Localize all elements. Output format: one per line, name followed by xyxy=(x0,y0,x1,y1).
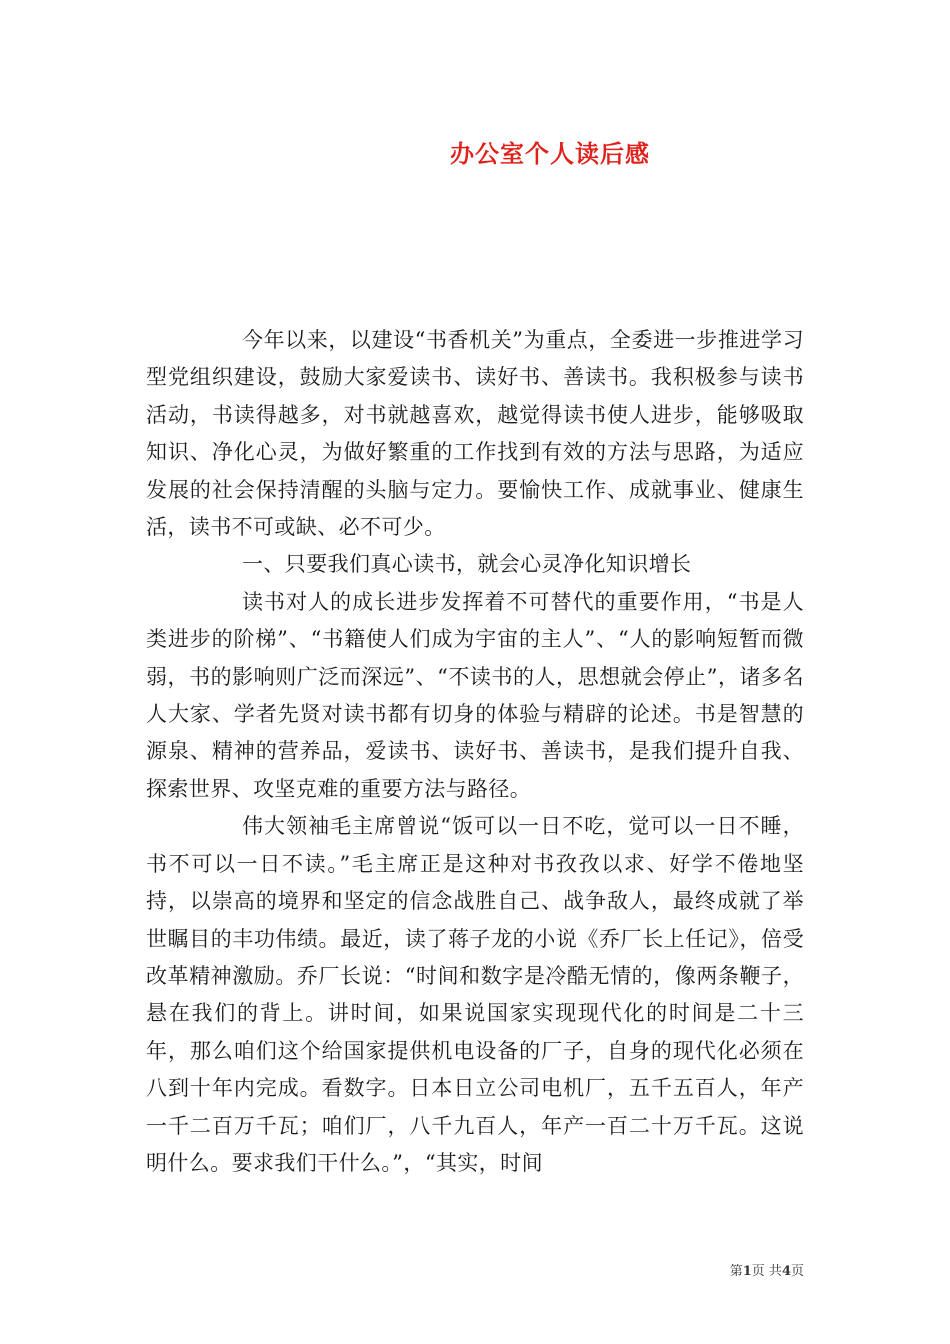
paragraph-reading-importance: 读书对人的成长进步发挥着不可替代的重要作用，“书是人类进步的阶梯”、“书籍使人们成为宇宙的主人”、“人的影响短暂而微弱，书的影响则广泛而深远”、“不读书的人，思想就会停止”，诸多名人大家、学者先贤对读书都有切身的体验与精辟的论述。书是智慧的源泉、精神的营养品，爱读书、读好书、善读书，是我们提升自我、探索世界、攻坚克难的重要方法与路径。 xyxy=(146,589,804,801)
document-body xyxy=(146,322,804,1182)
page-footer xyxy=(730,1260,804,1279)
footer-page-number: 1 xyxy=(742,1264,752,1279)
footer-prefix: 第 xyxy=(729,1264,743,1279)
paragraph-intro: 今年以来，以建设“书香机关”为重点，全委进一步推进学习型党组织建设，鼓励大家爱读书、读好书、善读书。我积极参与读书活动，书读得越多，对书就越喜欢，越觉得读书使人进步，能够吸取知识、净化心灵，为做好繁重的工作找到有效的方法与思路，为适应发展的社会保持清醒的头脑与定力。要愉快工作、成就事业、健康生活，读书不可或缺、必不可少。 xyxy=(146,328,804,540)
paragraph-chairman-mao: 伟大领袖毛主席曾说“饭可以一日不吃，觉可以一日不睡，书不可以一日不读。”毛主席正是这种对书孜孜以求、好学不倦地坚持，以崇高的境界和坚定的信念战胜自己、战争敌人，最终成就了举世瞩目的丰功伟绩。最近，读了蒋子龙的小说《乔厂长上任记》，倍受改革精神激励。乔厂长说：“时间和数字是冷酷无情的，像两条鞭子，悬在我们的背上。讲时间，如果说国家实现现代化的时间是二十三年，那么咱们这个给国家提供机电设备的厂子，自身的现代化必须在八到十年内完成。看数字。日本日立公司电机厂，五千五百人，年产一千二百万千瓦；咱们厂，八千九百人，年产一百二十万千瓦。这说明什么。要求我们干什么。”，“其实，时间 xyxy=(146,814,804,1175)
document-title: 办公室个人读后感 xyxy=(450,139,650,168)
section-heading: 一、只要我们真心读书，就会心灵净化知识增长 xyxy=(242,552,692,577)
footer-total-pages: 4 xyxy=(781,1264,791,1279)
footer-suffix: 页 xyxy=(790,1264,804,1279)
footer-middle: 页 共 xyxy=(751,1264,782,1279)
